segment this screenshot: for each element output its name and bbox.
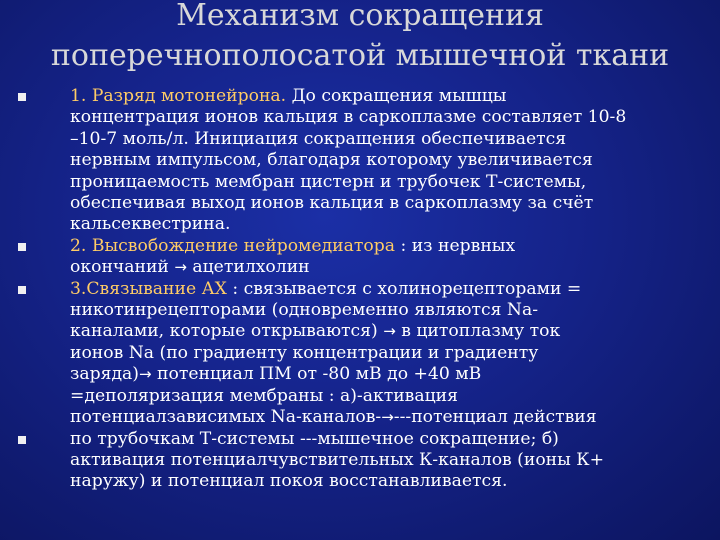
arrow-icon: →: [174, 258, 187, 277]
text-line: [70, 279, 714, 300]
text-run: окончаний: [70, 257, 175, 278]
text-line: [70, 193, 714, 214]
text-line: [70, 257, 714, 278]
bullet-item-2: [12, 236, 714, 279]
text-run: =деполяризация мембраны : а)-активация: [70, 385, 458, 406]
bullet-item-4: [12, 429, 714, 493]
text-run: До сокращения мышцы: [286, 86, 507, 106]
text-line: [70, 450, 714, 471]
text-line: [70, 429, 714, 450]
arrow-icon: →: [381, 408, 394, 427]
text-run: каналами, которые открываются): [70, 321, 384, 342]
text-run: кальсеквестрина.: [70, 214, 231, 235]
text-run: нервным импульсом, благодаря которому увеличивается: [70, 150, 593, 171]
text-line: [70, 214, 714, 235]
bullet-marker-icon: [18, 243, 26, 251]
text-line: [70, 236, 714, 257]
text-line: [70, 300, 714, 321]
text-line: [70, 471, 714, 492]
bullet-text: [70, 236, 714, 279]
text-run: потенциалзависимых Na-каналов-: [70, 407, 382, 428]
text-line: [70, 407, 714, 428]
title-line-2: поперечнополосатой мышечной ткани: [50, 38, 670, 73]
highlight-text: 2. Высвобождение нейромедиатора: [70, 235, 395, 256]
text-run: : связывается с холинорецепторами =: [226, 278, 582, 299]
text-line: [70, 150, 714, 171]
text-run: заряда): [70, 364, 140, 385]
text-run: обеспечивая выход ионов кальция в саркоплазму за счёт: [70, 193, 594, 214]
text-run: никотинрецепторами (одновременно являются Na-: [70, 300, 538, 321]
bullet-text: [70, 279, 714, 429]
slide-title: [0, 0, 720, 76]
arrow-icon: →: [139, 365, 152, 384]
text-run: концентрация ионов кальция в саркоплазме составляет 10-8: [70, 107, 627, 128]
highlight-text: 1. Разряд мотонейрона.: [70, 86, 287, 106]
text-line: [70, 129, 714, 150]
text-run: в цитоплазму ток: [395, 321, 561, 342]
text-run: : из нервных: [395, 235, 516, 256]
bullet-text: [70, 86, 714, 236]
text-run: проницаемость мембран цистерн и трубочек Т-системы,: [70, 171, 587, 192]
arrow-icon: →: [383, 322, 396, 341]
text-line: [70, 107, 714, 128]
bullet-item-3: [12, 279, 714, 429]
text-line: [70, 172, 714, 193]
text-run: активация потенциалчувствительных К-каналов (ионы К+: [70, 449, 604, 470]
text-line: [70, 386, 714, 407]
text-run: ионов Na (по градиенту концентрации и градиенту: [70, 342, 539, 363]
text-run: –10-7 моль/л. Инициация сокращения обеспечивается: [70, 128, 567, 149]
highlight-text: 3.Связывание АХ: [70, 278, 227, 299]
title-line-1: Механизм сокращения: [176, 0, 544, 33]
text-line: [70, 321, 714, 342]
bullet-item-1: [12, 86, 714, 236]
bullet-text: [70, 429, 714, 493]
bullet-marker-icon: [18, 93, 26, 101]
bullet-marker-icon: [18, 286, 26, 294]
text-line: [70, 364, 714, 385]
bullet-list: [12, 86, 714, 493]
text-run: потенциал ПМ от -80 мВ до +40 мВ: [151, 364, 482, 385]
text-line: [70, 343, 714, 364]
text-run: по трубочкам Т-системы ---мышечное сокращение; б): [70, 428, 559, 449]
text-run: ацетилхолин: [186, 257, 310, 278]
text-run: ---потенциал действия: [393, 407, 597, 428]
text-run: наружу) и потенциал покоя восстанавливается.: [70, 471, 508, 492]
bullet-marker-icon: [18, 436, 26, 444]
text-line: [70, 86, 714, 107]
